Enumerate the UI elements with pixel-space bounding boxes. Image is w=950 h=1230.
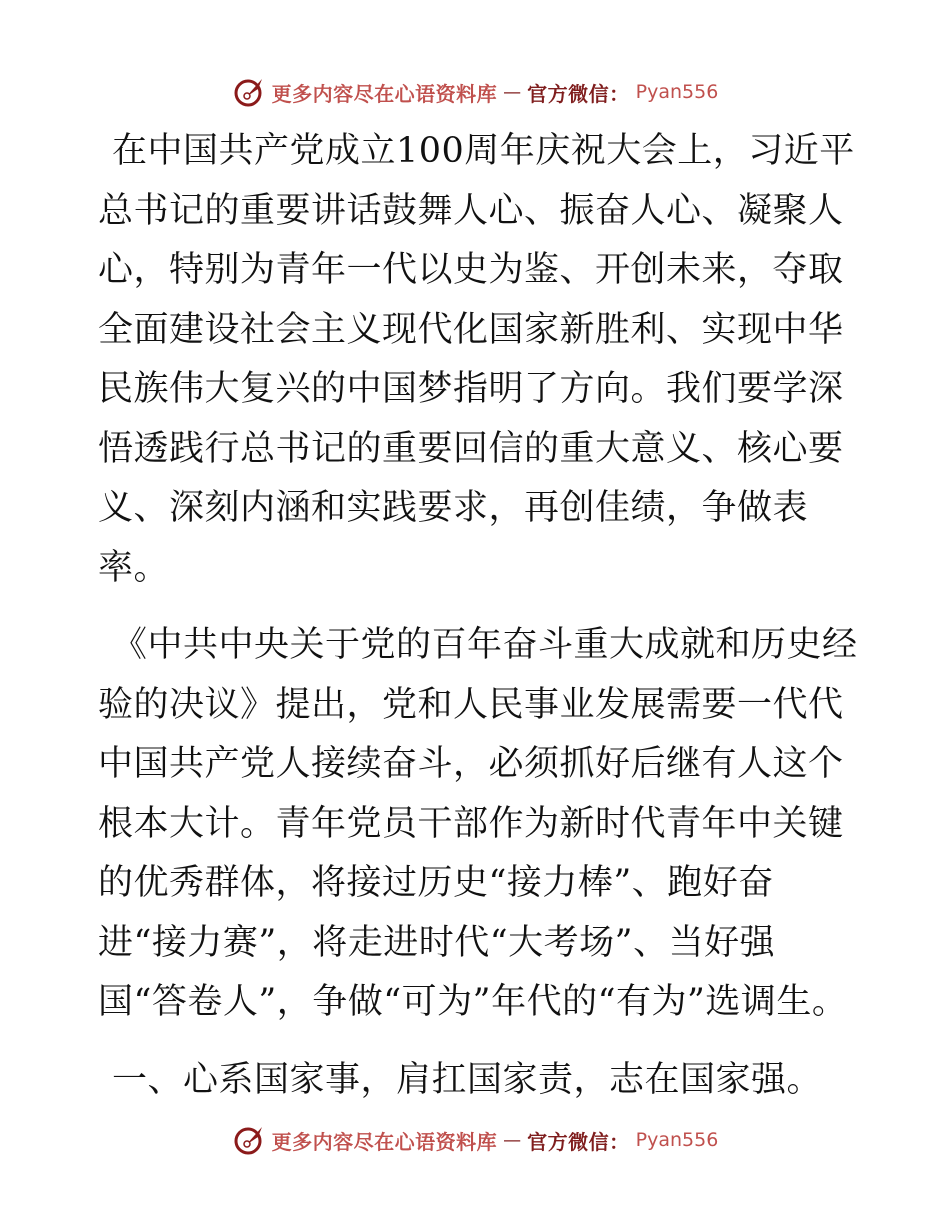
header-banner xyxy=(0,72,950,112)
paragraph-resolution: 《中共中央关于党的百年奋斗重大成就和历史经验的决议》提出，党和人民事业发展需要一代代中国共产党人接续奋斗，必须抓好后继有人这个根本大计。青年党员干部作为新时代青年中关键的优秀群体，将接过历史“接力棒”、跑好奋进“接力赛”，将走进时代“大考场”、当好强国“答卷人”，争做“可为”年代的“有为”选调生。 xyxy=(98,625,858,1022)
quill-pen-circle-icon xyxy=(232,75,266,109)
section-heading-one: 一、心系国家事，肩扛国家责，志在国家强。 xyxy=(112,1059,823,1100)
banner-main-text: 更多内容尽在心语资料库 xyxy=(271,81,498,106)
banner-separator: — xyxy=(503,81,522,103)
quill-pen-circle-icon xyxy=(232,1123,266,1157)
banner-wechat-label: 官方微信： xyxy=(527,1129,630,1154)
banner-main-text: 更多内容尽在心语资料库 xyxy=(271,1129,498,1154)
document-body xyxy=(98,122,858,1110)
banner-wechat-id: Pyan556 xyxy=(635,81,719,103)
banner-wechat-label: 官方微信： xyxy=(527,81,630,106)
footer-banner xyxy=(0,1120,950,1160)
paragraph-intro: 在中国共产党成立100周年庆祝大会上，习近平总书记的重要讲话鼓舞人心、振奋人心、凝聚人心，特别为青年一代以史为鉴、开创未来，夺取全面建设社会主义现代化国家新胜利、实现中华民族伟大复兴的中国梦指明了方向。我们要学深悟透践行总书记的重要回信的重大意义、核心要义、深刻内涵和实践要求，再创佳绩，争做表率。 xyxy=(98,131,855,588)
banner-wechat-id: Pyan556 xyxy=(635,1129,719,1151)
banner-separator: — xyxy=(503,1129,522,1151)
